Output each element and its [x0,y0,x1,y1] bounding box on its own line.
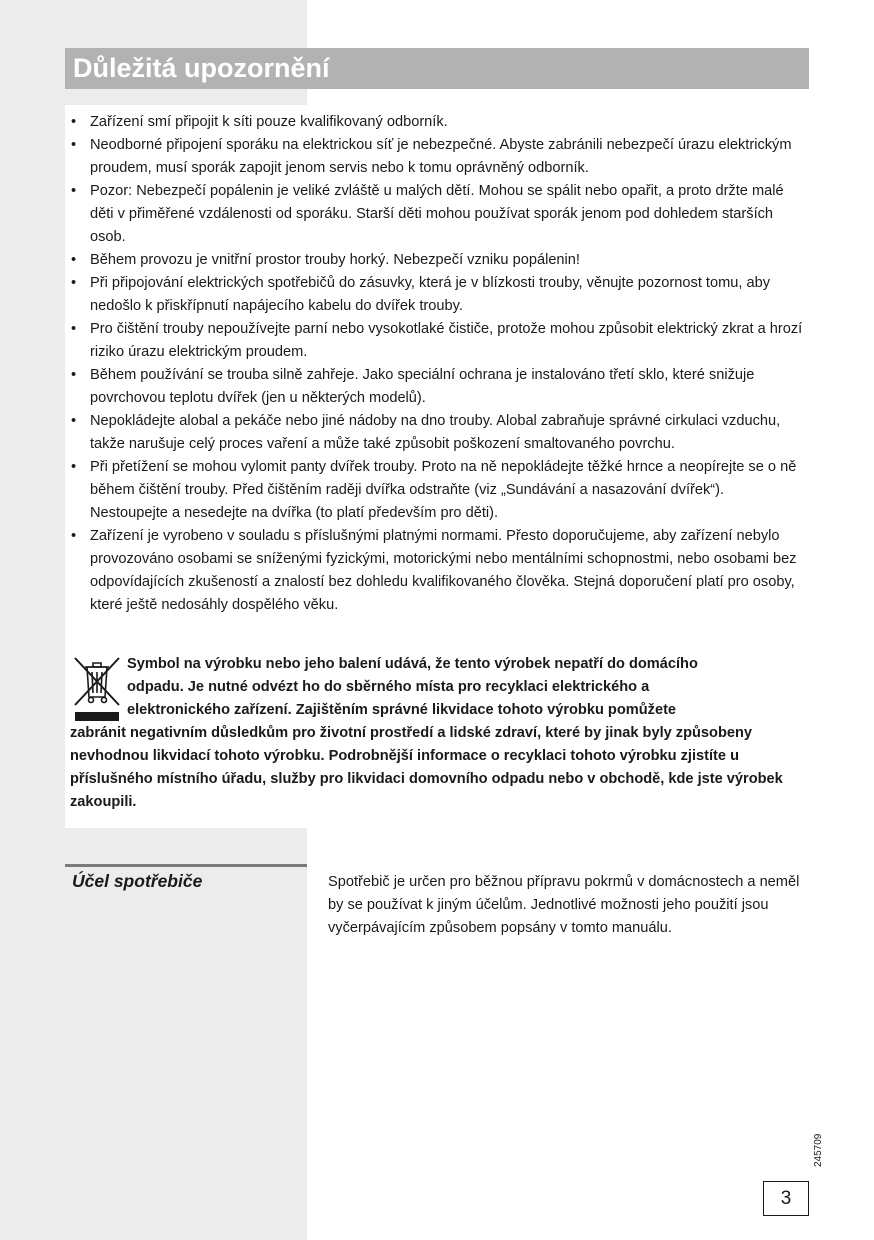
list-item: • Při přetížení se mohou vylomit panty dvířek trouby. Proto na ně nepokládejte těžké hrnce a neopírejte se o ně během čištění trouby. Před čištěním raději dvířka odstraňte (viz „Sundávání a nasazování dvířek“). Nestoupejte a nesedejte na dvířka (to platí především pro děti). [71,456,803,525]
title-bar [65,48,809,89]
list-item: • Zařízení je vyrobeno v souladu s příslušnými platnými normami. Přesto doporučujeme, aby zařízení nebylo provozováno osobami se sníženými fyzickými, motorickými nebo mentálními schopnostmi, nebo osobami bez odpovídajících zkušeností a znalostí bez dohledu kvalifikovaného člověka. Stejná doporučení platí pro osoby, které ještě nedosáhly dospělého věku. [71,525,803,617]
page-number: 3 [763,1181,809,1216]
list-item: • Nepokládejte alobal a pekáče nebo jiné nádoby na dno trouby. Alobal zabraňuje správné cirkulaci vzduchu, takže narušuje celý proces vaření a může také způsobit poškození smaltovaného povrchu. [71,410,803,456]
purpose-heading: Účel spotřebiče [72,871,203,891]
list-item: • Během používání se trouba silně zahřeje. Jako speciální ochrana je instalováno třetí sklo, které snižuje povrchovou teplotu dvířek (jen u některých modelů). [71,364,803,410]
warnings-list [71,111,803,617]
page-title: Důležitá upozornění [73,53,330,83]
bullet-icon: • [71,183,77,199]
bullet-icon: • [71,252,77,268]
bullet-icon: • [71,459,77,475]
list-item: • Neodborné připojení sporáku na elektrickou síť je nebezpečné. Abyste zabránili nebezpečí úrazu elektrickým proudem, musí sporák zapojit jenom servis nebo k tomu oprávněný odborník. [71,134,803,180]
bullet-icon: • [71,137,77,153]
bullet-icon: • [71,321,77,337]
list-item: • Během provozu je vnitřní prostor trouby horký. Nebezpečí vzniku popálenin! [71,249,803,272]
crossed-out-bin-icon [72,655,122,723]
bullet-icon: • [71,275,77,291]
list-item: • Pozor: Nebezpečí popálenin je veliké zvláště u malých dětí. Mohou se spálit nebo opařit, a proto držte malé děti v přiměřené vzdálenosti od sporáku. Starší děti mohou používat sporák jenom pod dohledem starších osob. [71,180,803,249]
bullet-icon: • [71,413,77,429]
purpose-text: Spotřebič je určen pro běžnou přípravu pokrmů v domácnostech a neměl by se používat k jiným účelům. Jednotlivé možnosti jeho použití jsou vyčerpávajícím způsobem popsány v tomto manuálu. [328,874,800,936]
list-item: • Pro čištění trouby nepoužívejte parní nebo vysokotlaké čističe, protože mohou způsobit elektrický zkrat a hrozí riziko úrazu elektrickým proudem. [71,318,803,364]
bullet-icon: • [71,528,77,544]
list-item: • Zařízení smí připojit k síti pouze kvalifikovaný odborník. [71,111,803,134]
weee-notice [70,653,805,814]
warnings-section [65,105,809,828]
bullet-icon: • [71,114,77,130]
weee-text: Symbol na výrobku nebo jeho balení udává, že tento výrobek nepatří do domácího odpadu. Je nutné odvézt ho do sběrného místa pro recyklaci elektrického a elektronického zařízení. Zajištěním správné likvidace tohoto výrobku pomůžete zabránit negativním důsledkům pro životní prostředí a lidské zdraví, které by jinak byly způsobeny nevhodnou likvidací tohoto výrobku. Podrobnější informace o recyklaci tohoto výrobku zjistíte u příslušného místního úřadu, služby pro likvidaci domovního odpadu nebo v obchodě, kde jste výrobek zakoupili. [70,656,783,810]
list-item: • Při připojování elektrických spotřebičů do zásuvky, která je v blízkosti trouby, věnujte pozornost tomu, aby nedošlo k přiskřípnutí napájecího kabelu do dvířek trouby. [71,272,803,318]
doc-number: 245709 [813,1133,824,1167]
section-divider [65,864,307,867]
bullet-icon: • [71,367,77,383]
